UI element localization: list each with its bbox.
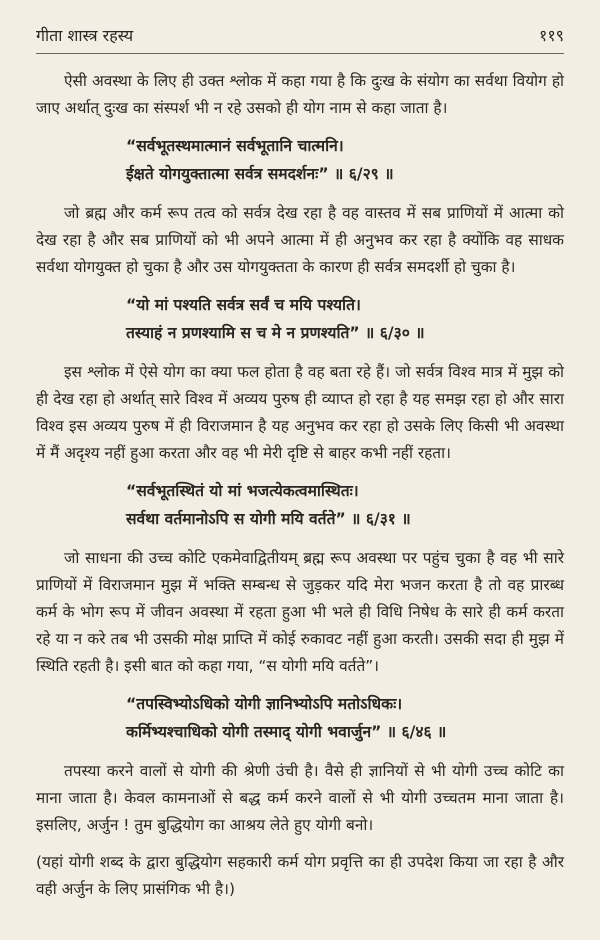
parenthetical-note: (यहां योगी शब्द के द्वारा बुद्धियोग सहकारी कर्म योग प्रवृत्ति का ही उपदेश किया जा रहा है और वही अर्जुन के लिए प्रासंगिक भी है।) — [36, 853, 564, 898]
paragraph-2: जो ब्रह्म और कर्म रूप तत्व को सर्वत्र देख रहा है वह वास्तव में सब प्राणियों में आत्मा को देख रहा है और सब प्राणियों को भी अपने आत्मा में ही अनुभव कर रहा है क्योंकि वह साधक सर्वथा योगयुक्त हो चुका है और उस योगयुक्तता के कारण ही सर्वत्र समदर्शी हो चुका है। — [36, 204, 564, 276]
verse-6-29 — [126, 132, 564, 188]
page-number: ११९ — [539, 26, 564, 45]
paragraph-5: तपस्या करने वालों से योगी की श्रेणी उंची है। वैसे ही ज्ञानियों से भी योगी उच्च कोटि का माना जाता है। केवल कामनाओं से बद्ध कर्म करने वालों से भी योगी उच्चतम माना जाता है। इसलिए, अर्जुन ! तुम बुद्धियोग का आश्रय लेते हुए योगी बनो। — [36, 762, 564, 834]
verse-6-46 — [126, 690, 564, 746]
verse-6-30 — [126, 291, 564, 347]
running-header — [36, 24, 564, 54]
page-body — [36, 68, 564, 903]
paragraph-1: ऐसी अवस्था के लिए ही उक्त श्लोक में कहा गया है कि दुःख के संयोग का सर्वथा वियोग हो जाए अर्थात् दुःख का संस्पर्श भी न रहे उसको ही योग नाम से कहा जाता है। — [36, 72, 564, 117]
verse-line: तस्याहं न प्रणश्यामि स च मे न प्रणश्यति” ॥ ६/३० ॥ — [126, 324, 425, 342]
paragraph-3: इस श्लोक में ऐसे योग का क्या फल होता है वह बता रहे हैं। जो सर्वत्र विश्व मात्र में मुझ को ही देख रहा हो अर्थात् सारे विश्व में अव्यय पुरुष ही व्याप्त हो रहा है यह समझ रहा हो और सारा विश्व इस अव्यय पुरुष में ही विराजमान है यह अनुभव कर रहा हो उसके लिए किसी भी अवस्था में मैं अदृश्य नहीं हुआ करता और वह भी मेरी दृष्टि से बाहर कभी नहीं रहता। — [36, 363, 564, 462]
running-title: गीता शास्त्र रहस्य — [36, 26, 134, 45]
verse-line: सर्वथा वर्तमानोऽपि स योगी मयि वर्तते” ॥ ६/३१ ॥ — [126, 510, 411, 528]
verse-line: “सर्वभूतस्थमात्मानं सर्वभूतानि चात्मनि। — [126, 137, 344, 155]
verse-line: ईक्षते योगयुक्तात्मा सर्वत्र समदर्शनः” ॥ ६/२९ ॥ — [126, 165, 394, 183]
verse-line: “यो मां पश्यति सर्वत्र सर्वं च मयि पश्यति। — [126, 296, 361, 314]
paragraph-4: जो साधना की उच्च कोटि एकमेवाद्वितीयम् ब्रह्म रूप अवस्था पर पहुंच चुका है वह भी सारे प्राणियों में विराजमान मुझ में भक्ति सम्बन्ध से जुड़कर यदि मेरा भजन करता है तो वह प्रारब्ध कर्म के भोग रूप में जीवन अवस्था में रहता हुआ भी भले ही विधि निषेध के सारे ही कर्म करता रहे या न करे तब भी उसकी मोक्ष प्राप्ति में कोई रुकावट नहीं हुआ करती। उसकी सदा ही मुझ में स्थिति रहती है। इसी बात को कहा गया, “स योगी मयि वर्तते”। — [36, 549, 564, 675]
verse-line: “सर्वभूतस्थितं यो मां भजत्येकत्वमास्थितः। — [126, 482, 359, 500]
verse-line: “तपस्विभ्योऽधिको योगी ज्ञानिभ्योऽपि मतोऽधिकः। — [126, 695, 403, 713]
verse-line: कर्मिभ्यश्चाधिको योगी तस्माद् योगी भवार्जुन” ॥ ६/४६ ॥ — [126, 723, 447, 741]
verse-6-31 — [126, 477, 564, 533]
